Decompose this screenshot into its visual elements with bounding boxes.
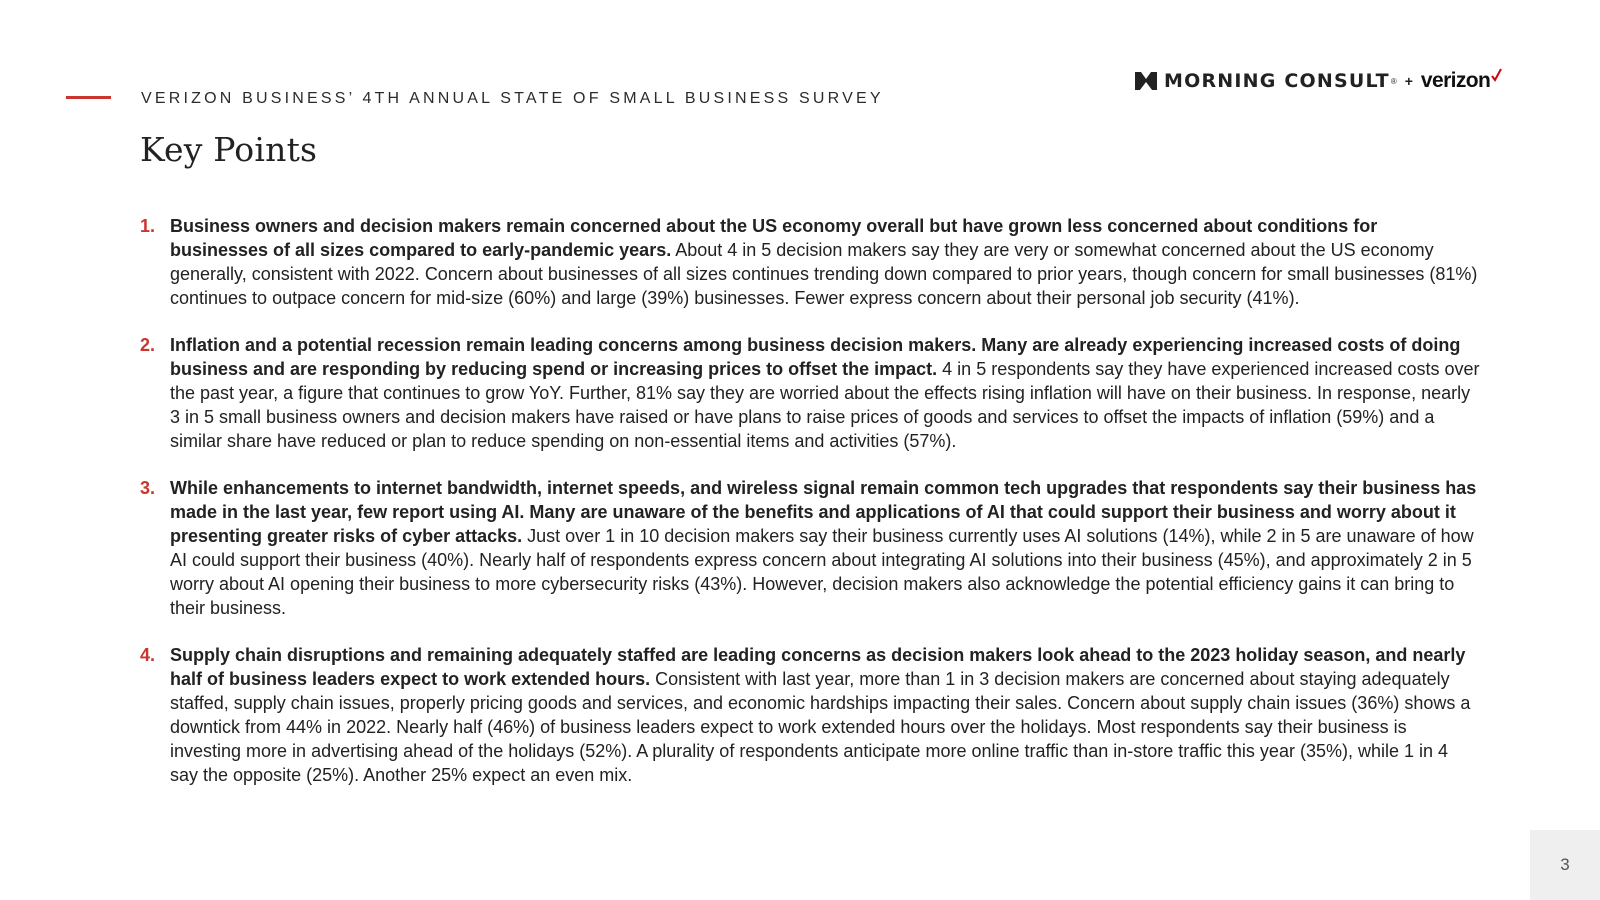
key-point (140, 476, 1480, 620)
point-body: Just over 1 in 10 decision makers say their business currently uses AI solutions (14%), while 2 in 5 are unaware of how AI could support their business (40%). Nearly half of respondents express concern about integrating AI solutions into their business (45%), and approximately 2 in 5 worry about AI opening their business to more cybersecurity risks (43%). However, decision makers also acknowledge the potential efficiency gains it can bring to their business. (170, 526, 1474, 618)
partner-logos (1134, 66, 1502, 96)
key-points-list (140, 214, 1480, 810)
point-headline: While enhancements to internet bandwidth, internet speeds, and wireless signal remain common tech upgrades that respondents say their business has made in the last year, few report using AI. Many are unaware of the benefits and applications of AI that could support their business and worry about it presenting greater risks of cyber attacks. (170, 478, 1477, 546)
page-number: 3 (1560, 855, 1570, 874)
logo-plus: + (1404, 73, 1413, 89)
page-number-box (1530, 830, 1600, 900)
point-headline: Supply chain disruptions and remaining adequately staffed are leading concerns as decision makers look ahead to the 2023 holiday season, and nearly half of business leaders expect to work extended hours. (170, 645, 1466, 689)
page-title: Key Points (140, 130, 318, 169)
point-body: About 4 in 5 decision makers say they are very or somewhat concerned about the US economy generally, consistent with 2022. Concern about businesses of all sizes continues trending down compared to prior years, though concern for small businesses (81%) continues to outpace concern for mid-size (60%) and large (39%) businesses. Fewer express concern about their personal job security (41%). (170, 240, 1478, 308)
point-headline: Inflation and a potential recession remain leading concerns among business decision makers. Many are already experiencing increased costs of doing business and are responding by reducing spend or increasing prices to offset the impact. (170, 335, 1461, 379)
accent-rule (66, 96, 111, 99)
point-body: Consistent with last year, more than 1 in 3 decision makers are concerned about staying adequately staffed, supply chain issues, properly pricing goods and services, and economic hardships impacting their sales. Concern about supply chain issues (36%) shows a downtick from 44% in 2022. Nearly half (46%) of business leaders expect to work extended hours over the holidays. Most respondents say their business is investing more in advertising ahead of the holidays (52%). A plurality of respondents anticipate more online traffic than in-store traffic this year (35%), while 1 in 4 say the opposite (25%). Another 25% expect an even mix. (170, 669, 1471, 785)
point-number: 3. (140, 478, 156, 498)
survey-eyebrow: VERIZON BUSINESS’ 4TH ANNUAL STATE OF SMALL BUSINESS SURVEY (141, 90, 884, 107)
point-number: 1. (140, 216, 156, 236)
key-point (140, 214, 1480, 310)
verizon-wordmark: verizon (1420, 69, 1491, 92)
point-number: 4. (140, 645, 156, 665)
morning-consult-logo-icon (1134, 70, 1158, 92)
key-point (140, 333, 1480, 453)
key-point (140, 643, 1480, 787)
point-body: 4 in 5 respondents say they have experienced increased costs over the past year, a figure that continues to grow YoY. Further, 81% say they are worried about the effects rising inflation will have on their business. In response, nearly 3 in 5 small business owners and decision makers have raised or have plans to raise prices of goods and services to offset the impacts of inflation (59%) and a similar share have reduced or plan to reduce spending on non-essential items and activities (57%). (170, 359, 1480, 451)
morning-consult-wordmark: MORNING CONSULT (1164, 70, 1390, 92)
point-number: 2. (140, 335, 156, 355)
registered-mark: ® (1390, 76, 1397, 86)
point-headline: Business owners and decision makers remain concerned about the US economy overall but have grown less concerned about conditions for businesses of all sizes compared to early-pandemic years. (170, 216, 1378, 260)
verizon-check-icon (1491, 68, 1502, 82)
